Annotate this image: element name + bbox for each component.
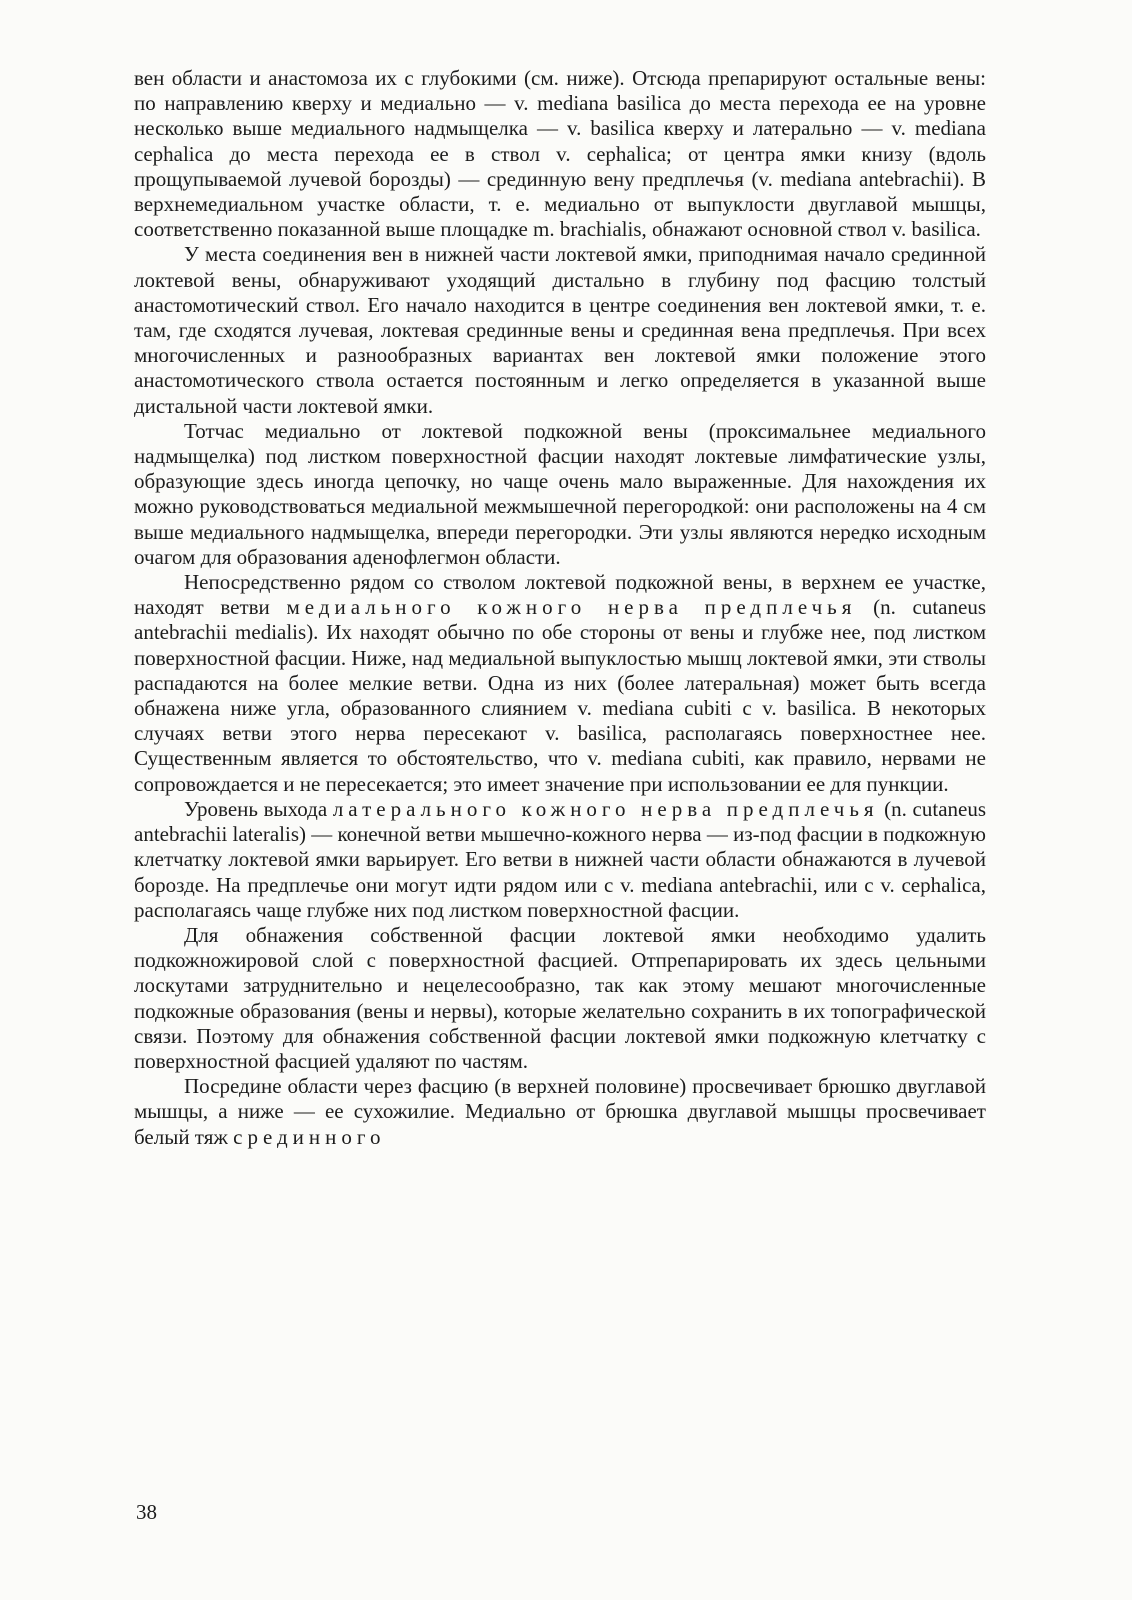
paragraph-4-text-b: (n. cutaneus antebrachii medialis). Их находят обычно по обе стороны от вены и глубже нее, под листком поверхностной фасции. Ниже, над медиальной выпуклостью мышц локтевой ямки, эти стволы распадаются на более мелкие ветви. Одна из них (более латеральная) может быть всегда обнажена ниже угла, образованного слиянием v. mediana cubiti с v. basilica. В некоторых случаях ветви этого нерва пересекают v. basilica, располагаясь поверхностнее нее. Существенным является то обстоятельство, что v. mediana cubiti, как правило, нервами не сопровождается и не пересекается; это имеет значение при использовании ее для пункции. [134, 595, 986, 796]
paragraph-2 [134, 242, 986, 418]
paragraph-3-text: Тотчас медиально от локтевой подкожной вены (проксимальнее медиального надмыщелка) под листком поверхностной фасции находят локтевые лимфатические узлы, образующие здесь иногда цепочку, но чаще очень мало выраженные. Для нахождения их можно руководствоваться медиальной межмышечной перегородкой: они расположены на 4 см выше медиального надмыщелка, впереди перегородки. Эти узлы являются нередко исходным очагом для образования аденофлегмон области. [134, 418, 986, 569]
paragraph-6 [134, 923, 986, 1074]
paragraph-5 [134, 797, 986, 923]
page-number: 38 [136, 1500, 157, 1524]
paragraph-6-text: Для обнажения собственной фасции локтевой ямки необходимо удалить подкожножировой слой с поверхностной фасцией. Отпрепарировать их здесь цельными лоскутами затруднительно и нецелесообразно, так как этому мешают многочисленные подкожные образования (вены и нервы), которые желательно сохранить в их топографической связи. Поэтому для обнажения собственной фасции локтевой ямки подкожную клетчатку с поверхностной фасцией удаляют по частям. [134, 922, 986, 1073]
paragraph-4-spaced-term: медиального кожного нерва предплечья [286, 595, 857, 620]
paragraph-7-text-a: Посредине области через фасцию (в верхней половине) просвечивает брюшко двуглавой мышцы, а ниже — ее сухожилие. Медиально от брюшка двуглавой мышцы просвечивает белый тяж [134, 1074, 986, 1149]
paragraph-5-spaced-term: латерального кожного нерва предплечья [332, 796, 879, 821]
paragraph-2-text: У места соединения вен в нижней части локтевой ямки, приподнимая начало срединной локтевой вены, обнаруживают уходящий дистально в глубину под фасцию толстый анастомотический ствол. Его начало находится в центре соединения вен локтевой ямки, т. е. там, где сходятся лучевая, локтевая срединные вены и срединная вена предплечья. При всех многочисленных и разнообразных вариантах вен локтевой ямки положение этого анастомотического ствола остается постоянным и легко определяется в указанной выше дистальной части локтевой ямки. [134, 242, 986, 418]
paragraph-1-text: вен области и анастомоза их с глубокими (см. ниже). Отсюда препарируют остальные вены: по направлению кверху и медиально — v. mediana basilica до места перехода ее на уровне несколько выше медиального надмыщелка — v. basilica кверху и латерально — v. mediana cephalica до места перехода ее в ствол v. cephalica; от центра ямки книзу (вдоль прощупываемой лучевой борозды) — срединную вену предплечья (v. mediana antebrachii). В верхнемедиальном участке области, т. е. медиально от выпуклости двуглавой мышцы, соответственно показанной выше площадке m. brachialis, обнажают основной ствол v. basilica. [134, 66, 986, 242]
paragraph-7 [134, 1074, 986, 1150]
page-body [134, 66, 986, 1546]
paragraph-5-text-b: (n. cutaneus antebrachii lateralis) — конечной ветви мышечно-кожного нерва — из-под фасции в подкожную клетчатку локтевой ямки варьирует. Его ветви в нижней части области обнажаются в лучевой борозде. На предплечье они могут идти рядом или с v. mediana antebrachii, или с v. cephalica, располагаясь чаще глубже них под листком поверхностной фасции. [134, 796, 987, 922]
paragraph-4-text-a: Непосредственно рядом со стволом локтевой подкожной вены, в верхнем ее участке, находят ветви [134, 570, 986, 620]
paragraph-7-spaced-term: срединного [233, 1124, 386, 1149]
paragraph-5-text-a: Уровень выхода [184, 796, 333, 821]
paragraph-1 [134, 66, 986, 242]
paragraph-4 [134, 570, 986, 797]
paragraph-3 [134, 419, 986, 570]
